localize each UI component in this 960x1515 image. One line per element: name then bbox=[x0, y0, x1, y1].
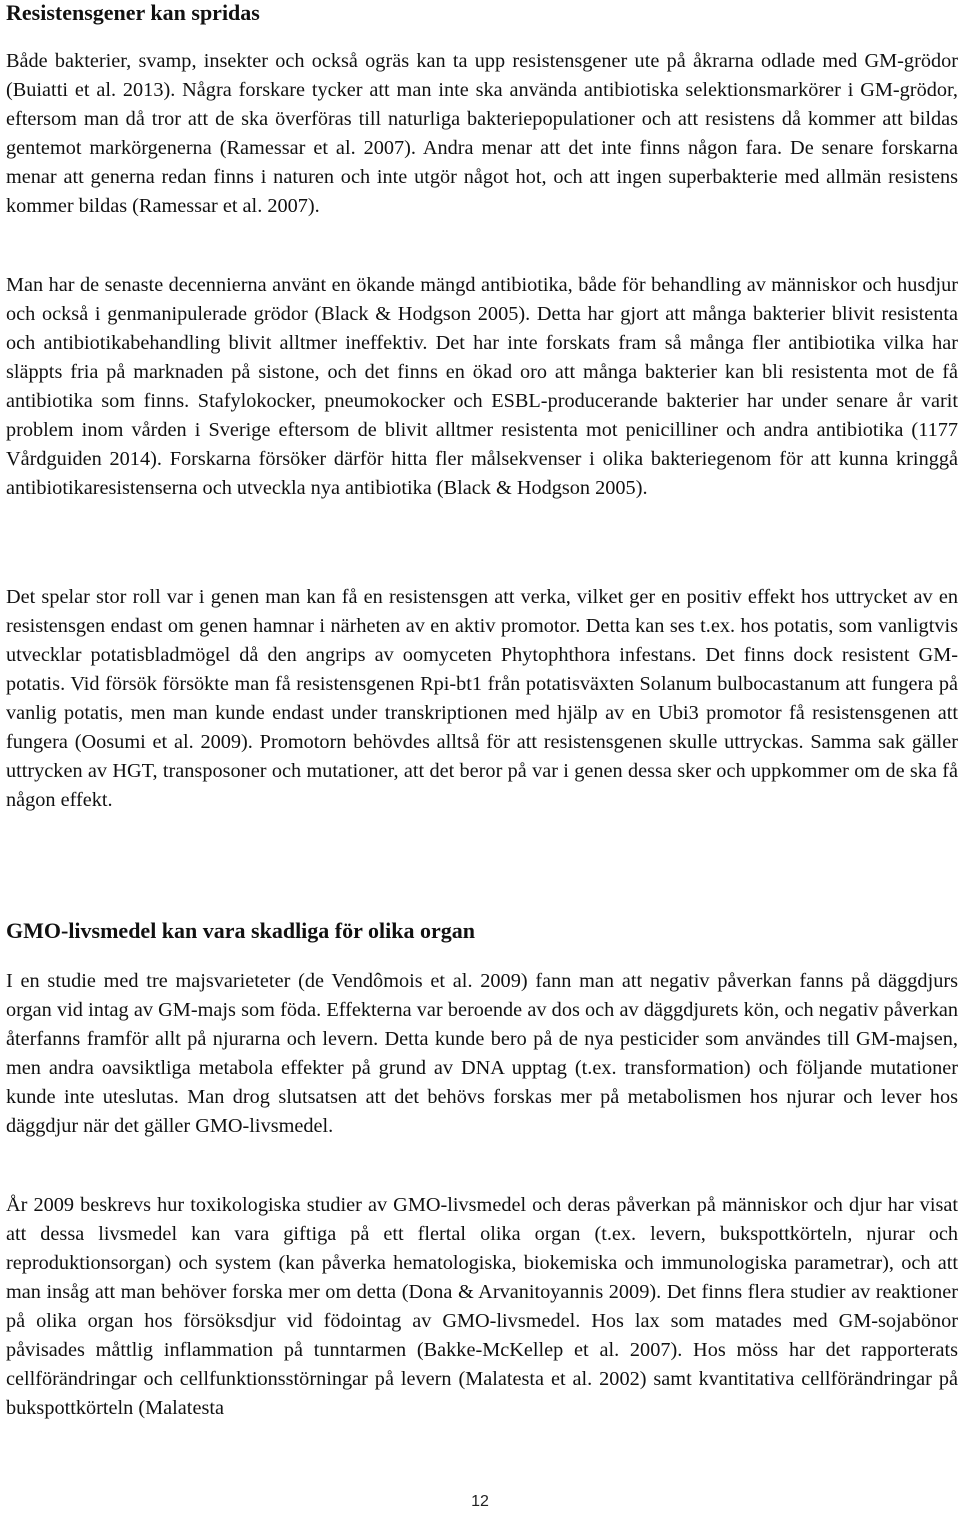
section-heading-resistensgener: Resistensgener kan spridas bbox=[6, 0, 260, 25]
section-heading-gmo-livsmedel: GMO-livsmedel kan vara skadliga för olika organ bbox=[6, 918, 475, 943]
paragraph-1: Både bakterier, svamp, insekter och också ogräs kan ta upp resistensgener ute på åkrarna odlade med GM-grödor (Buiatti et al. 2013). Några forskare tycker att man inte ska använda antibiotiska selektionsmarkörer i GM-grödor, eftersom man då tror att de ska överföras till naturliga bakteriepopulationer och att resistens då kommer att bildas gentemot markörgenerna (Ramessar et al. 2007). Andra menar att det inte finns någon fara. De senare forskarna menar att generna redan finns i naturen och inte utgör något hot, och att ingen superbakterie med allmän resistens kommer bildas (Ramessar et al. 2007). bbox=[6, 50, 958, 217]
page-number: 12 bbox=[471, 1493, 489, 1510]
paragraph-4: I en studie med tre majsvarieteter (de Vendômois et al. 2009) fann man att negativ påverkan fanns på däggdjurs organ vid intag av GM-majs som föda. Effekterna var beroende av dos och av däggdjurets kön, och negativ påverkan återfanns framför allt på njurarna och levern. Detta kunde bero på de nya pesticider som användes till GM-majsen, men andra oavsiktliga metabola effekter på grund av DNA upptag (t.ex. transformation) och följande mutationer kunde inte uteslutas. Man drog slutsatsen att det behövs forskas mer på metabolismen hos njurar och lever hos däggdjur när det gäller GMO-livsmedel. bbox=[6, 970, 958, 1137]
paragraph-3: Det spelar stor roll var i genen man kan få en resistensgen att verka, vilket ger en positiv effekt hos uttrycket av en resistensgen endast om genen hamnar i närheten av en aktiv promotor. Detta kan ses t.ex. hos potatis, som vanligtvis utvecklar potatisbladmögel då den angrips av oomyceten Phytophthora infestans. Det finns dock resistent GM-potatis. Vid försök försökte man få resistensgenen Rpi-bt1 från potatisväxten Solanum bulbocastanum att fungera på vanlig potatis, men man kunde endast under transkriptionen med hjälp av en Ubi3 promotor få resistensgenen att fungera (Oosumi et al. 2009). Promotorn behövdes alltså för att resistensgenen skulle uttryckas. Samma sak gäller uttrycken av HGT, transposoner och mutationer, att det beror på var i genen dessa sker och uppkommer om de ska få någon effekt. bbox=[6, 586, 958, 811]
paragraph-5: År 2009 beskrevs hur toxikologiska studier av GMO-livsmedel och deras påverkan på människor och djur har visat att dessa livsmedel kan vara giftiga på ett flertal olika organ (t.ex. levern, bukspottkörteln, njurar och reproduktionsorgan) och system (kan påverka hematologiska, biokemiska och immunologiska parametrar), och att man insåg att man behöver forska mer om detta (Dona & Arvanitoyannis 2009). Det finns flera studier av reaktioner på olika organ hos försöksdjur vid födointag av GMO-livsmedel. Hos lax som matades med GM-sojabönor påvisades måttlig inflammation på tunntarmen (Bakke-McKellep et al. 2007). Hos möss har det rapporterats cellförändringar och cellfunktionsstörningar på levern (Malatesta et al. 2002) samt kvantitativa cellförändringar på bukspottkörteln (Malatesta bbox=[6, 1194, 958, 1419]
paragraph-2: Man har de senaste decennierna använt en ökande mängd antibiotika, både för behandling av människor och husdjur och också i genmanipulerade grödor (Black & Hodgson 2005). Detta har gjort att många bakterier blivit resistenta och antibiotikabehandling blivit alltmer ineffektiv. Det har inte forskats fram så många fler antibiotika vilka har släppts fria på marknaden på sistone, och det finns en ökad oro att många bakterier kan bli resistenta mot de få antibiotika som finns. Stafylokocker, pneumokocker och ESBL-producerande bakterier har under senare år varit problem inom vården i Sverige eftersom de blivit alltmer resistenta mot penicilliner och andra antibiotika (1177 Vårdguiden 2014). Forskarna försöker därför hitta fler målsekvenser i olika bakteriegenom för att kunna kringgå antibiotikaresistenserna och utveckla nya antibiotika (Black & Hodgson 2005). bbox=[6, 274, 958, 499]
